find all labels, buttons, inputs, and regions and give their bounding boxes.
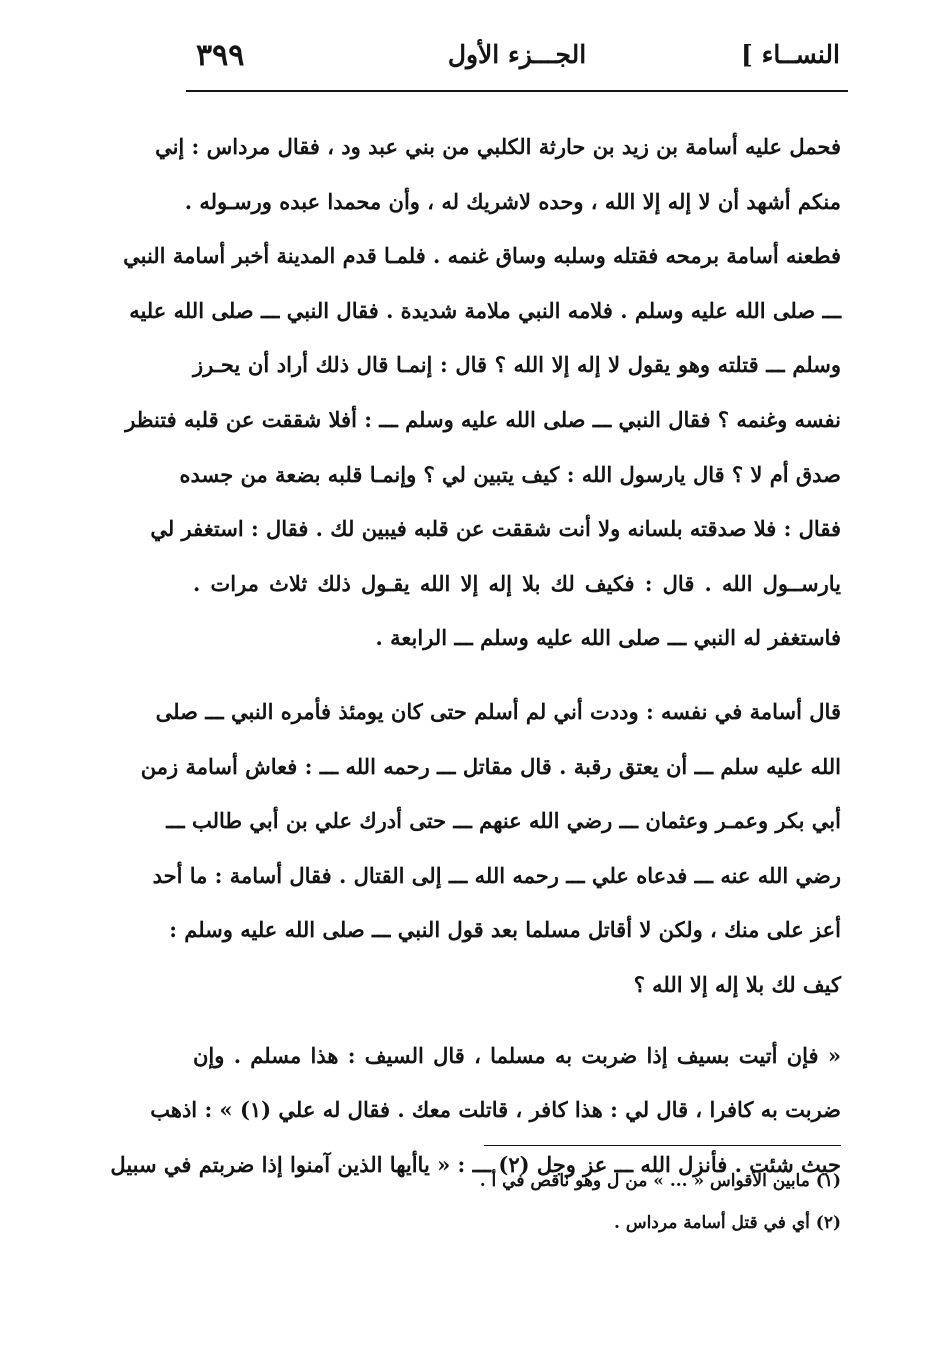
text-line: ضربت به كافرا ، قال لي : هذا كافر ، قاتلت معك . فقال له علي (١) » : اذهب: [150, 1097, 841, 1123]
text-line: وسلم ـــ قتلته وهو يقول لا إله إلا الله ؟ قال : إنمـا قال ذلك أراد أن يحـرز: [193, 352, 841, 378]
page-number: ٣٩٩: [196, 38, 245, 73]
footnote-2: (٢) أي في قتل أسامة مرداس .: [613, 1213, 841, 1233]
text-line: أعز على منك ، ولكن لا أقاتل مسلما بعد قول النبي ـــ صلى الله عليه وسلم :: [169, 917, 841, 943]
paragraph-gap: [193, 1013, 841, 1029]
running-header: [186, 38, 848, 84]
text-line: رضي الله عنه ـــ فدعاه علي ـــ رحمه الله ـــ إلى القتال . فقال أسامة : ما أحد: [152, 862, 841, 888]
text-line: يارســول الله . قال : فكيف لك بلا إله إلا الله يقـول ذلك ثلاث مرات .: [193, 570, 841, 596]
part-title: الجـــزء الأول: [447, 40, 587, 69]
text-line: نفسه وغنمه ؟ فقال النبي ـــ صلى الله عليه وسلم ـــ : أفلا شققت عن قلبه فتنظر: [125, 406, 841, 432]
text-line: منكم أشهد أن لا إله إلا الله ، وحده لاشريك له ، وأن محمدا عبده ورسـوله .: [184, 188, 841, 214]
header-divider: [186, 90, 848, 92]
footnotes: [300, 1160, 841, 1244]
text-line: فقال : فلا صدقته بلسانه ولا أنت شققت عن قلبه فيبين لك . فقال : استغفر لي: [150, 516, 841, 542]
main-text: [110, 120, 841, 1192]
text-line: حيث شئت . فأنزل الله ـــ عز وجل (٢) ـــ : « ياأيها الذين آمنوا إذا ضربتم في سبيل: [110, 1151, 841, 1177]
footnote-1: (١) مابين الأقواس « ... » من ل وهو ناقص في أ .: [479, 1171, 841, 1191]
text-line: فحمل عليه أسامة بن زيد بن حارثة الكلبي من بني عبد ود ، فقال مرداس : إني: [155, 134, 841, 159]
text-line: « فإن أتيت بسيف إذا ضربت به مسلما ، قال السيف : هذا مسلم . وإن: [193, 1042, 841, 1068]
paragraph-1: [123, 120, 841, 666]
text-line: أبي بكر وعمـر وعثمان ـــ رضي الله عنهم ـــ حتى أدرك علي بن أبي طالب ـــ: [166, 808, 841, 834]
footnote-divider: [484, 1145, 841, 1146]
text-line: صدق أم لا ؟ قال يارسول الله : كيف يتبين لي ؟ وإنمـا قلبه بضعة من جسده: [179, 461, 841, 487]
text-line: قال أسامة في نفسه : وددت أني لم أسلم حتى كان يومئذ فأمره النبي ـــ صلى: [155, 698, 841, 724]
text-line: الله عليه سلم ـــ أن يعتق رقبة . قال مقاتل ـــ رحمه الله ـــ : فعاش أسامة زمن: [140, 753, 841, 779]
paragraph-gap: [193, 666, 841, 685]
paragraph-2: [140, 685, 841, 1013]
text-line: كيف لك بلا إله إلا الله ؟: [633, 971, 841, 997]
text-line: ـــ صلى الله عليه وسلم . فلامه النبي ملامة شديدة . فقال النبي ـــ صلى الله عليه: [129, 297, 841, 323]
text-line: فطعنه أسامة برمحه فقتله وسلبه وساق غنمه . فلمـا قدم المدينة أخبر أسامة النبي: [123, 243, 841, 269]
section-title: النســاء ]: [741, 40, 840, 69]
text-line: فاستغفر له النبي ـــ صلى الله عليه وسلم ـــ الرابعة .: [375, 625, 841, 651]
